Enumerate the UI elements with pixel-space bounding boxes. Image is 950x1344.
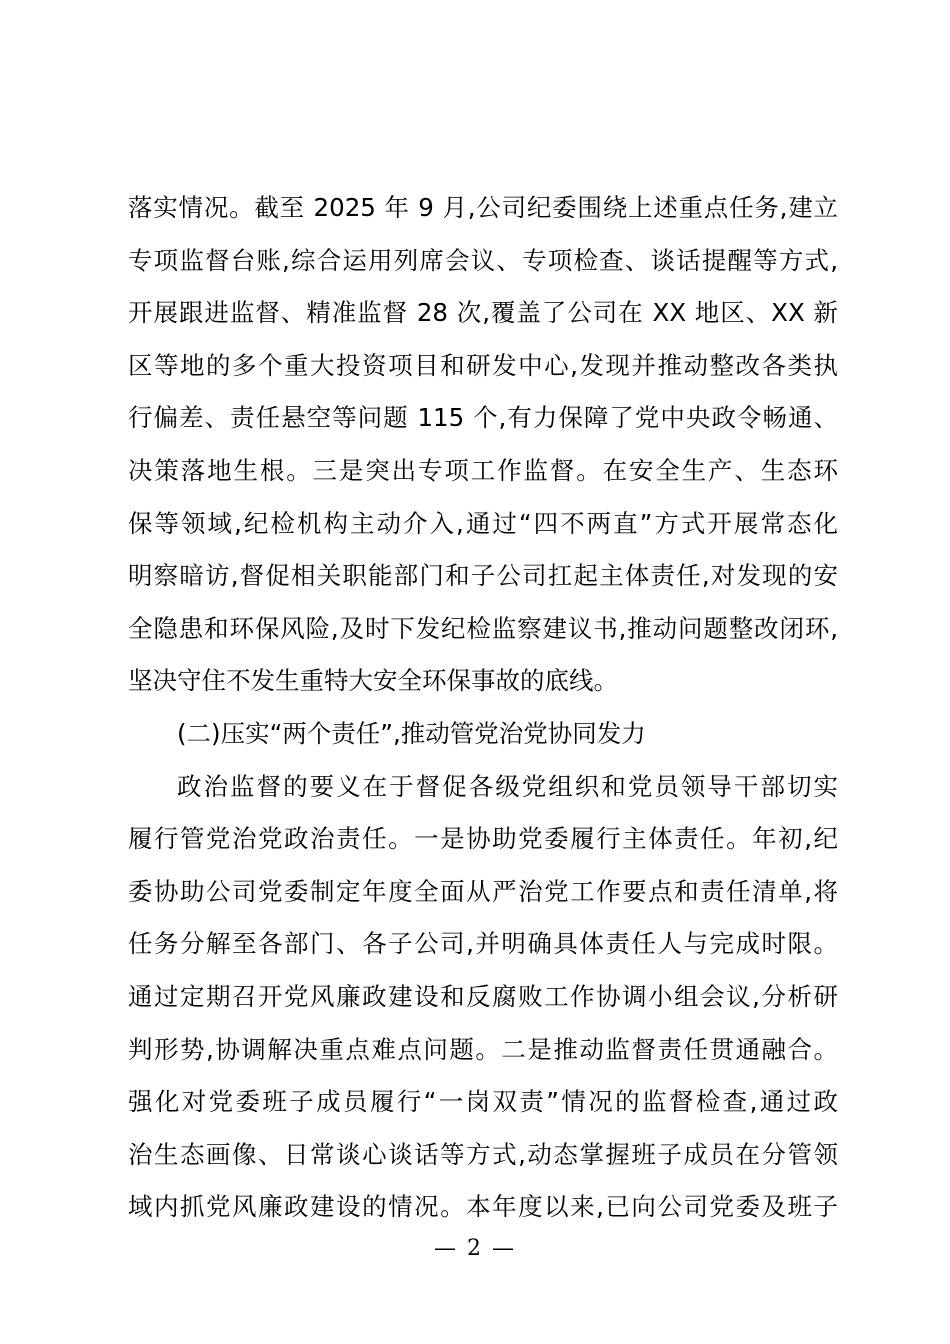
text-line: 强化对党委班子成员履行“一岗双责”情况的监督检查,通过政 bbox=[128, 1087, 838, 1117]
text-line: 专项监督台账,综合运用列席会议、专项检查、谈话提醒等方式, bbox=[128, 245, 838, 275]
text-line: 决策落地生根。三是突出专项工作监督。在安全生产、生态环 bbox=[128, 455, 838, 485]
text-line: 全隐患和环保风险,及时下发纪检监察建议书,推动问题整改闭环, bbox=[128, 613, 838, 643]
body-text bbox=[128, 182, 838, 1234]
text-line: 坚决守住不发生重特大安全环保事故的底线。 bbox=[128, 666, 618, 696]
section-heading: (二)压实“两个责任”,推动管党治党协同发力 bbox=[177, 718, 646, 748]
text-line: 任务分解至各部门、各子公司,并明确具体责任人与完成时限。 bbox=[128, 929, 838, 959]
text-line: 明察暗访,督促相关职能部门和子公司扛起主体责任,对发现的安 bbox=[128, 561, 838, 591]
text-line: 域内抓党风廉政建设的情况。本年度以来,已向公司党委及班子 bbox=[128, 1192, 838, 1222]
text-line: 履行管党治党政治责任。一是协助党委履行主体责任。年初,纪 bbox=[128, 824, 838, 854]
text-line: 区等地的多个重大投资项目和研发中心,发现并推动整改各类执 bbox=[128, 350, 838, 380]
page-number: — 2 — bbox=[434, 1236, 516, 1261]
text-line: 治生态画像、日常谈心谈话等方式,动态掌握班子成员在分管领 bbox=[128, 1139, 838, 1169]
paragraph-first-line: 政治监督的要义在于督促各级党组织和党员领导干部切实 bbox=[177, 771, 838, 801]
text-line: 委协助公司党委制定年度全面从严治党工作要点和责任清单,将 bbox=[128, 876, 838, 906]
text-line: 行偏差、责任悬空等问题 115 个,有力保障了党中央政令畅通、 bbox=[128, 403, 838, 433]
text-line: 开展跟进监督、精准监督 28 次,覆盖了公司在 XX 地区、XX 新 bbox=[128, 298, 838, 328]
text-line: 通过定期召开党风廉政建设和反腐败工作协调小组会议,分析研 bbox=[128, 981, 838, 1011]
text-line: 落实情况。截至 2025 年 9 月,公司纪委围绕上述重点任务,建立 bbox=[128, 193, 838, 222]
text-line: 保等领域,纪检机构主动介入,通过“四不两直”方式开展常态化 bbox=[128, 508, 838, 538]
text-line: 判形势,协调解决重点难点问题。二是推动监督责任贯通融合。 bbox=[128, 1034, 838, 1064]
